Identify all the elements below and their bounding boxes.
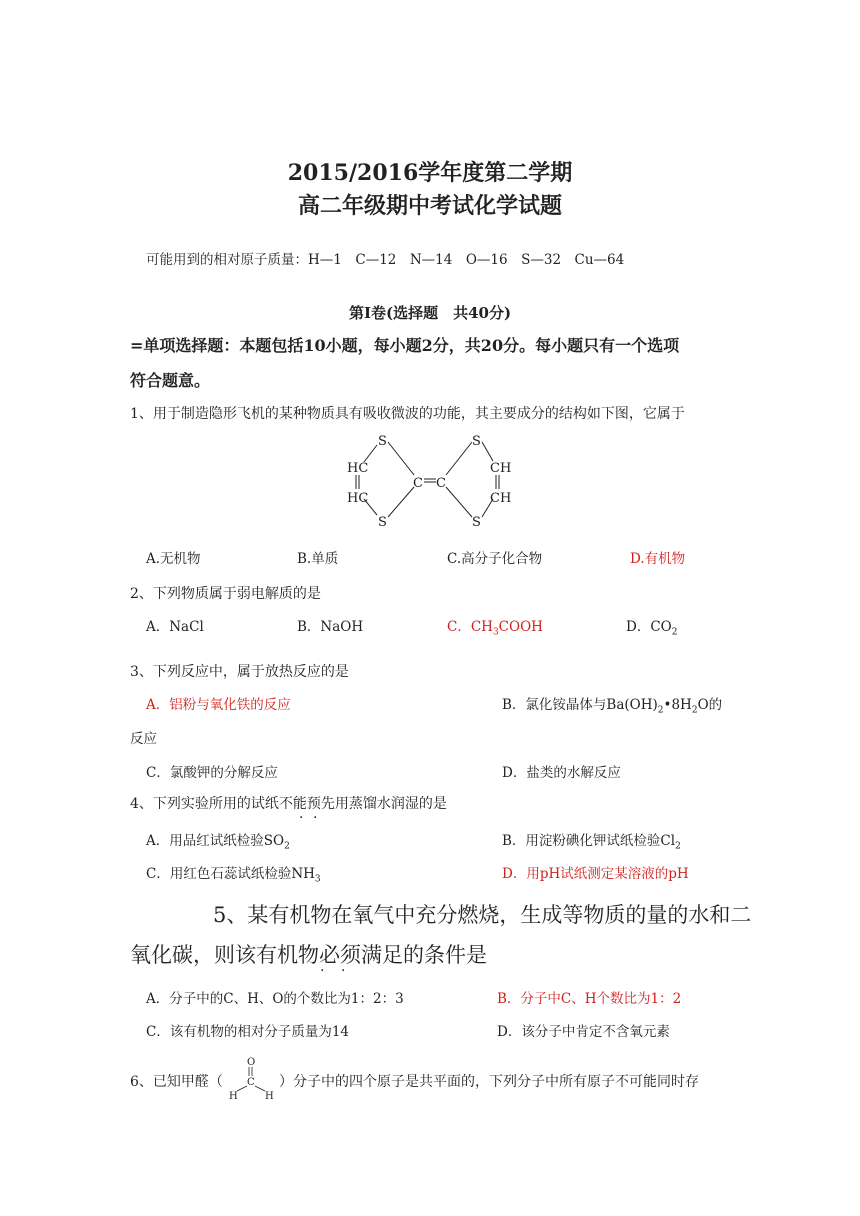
emphasis-dot: · xyxy=(341,963,346,979)
svg-text:C: C xyxy=(413,476,423,491)
svg-text:S: S xyxy=(472,434,481,449)
svg-text:C: C xyxy=(436,476,446,491)
q2-option-a: A．NaCl xyxy=(146,619,204,635)
q6-stem-prefix: 6、已知甲醛（ xyxy=(130,1074,223,1090)
atomic-masses: 可能用到的相对原子质量：H—1 C—12 N—14 O—16 S—32 Cu—64 xyxy=(146,252,625,268)
q4-option-b: B．用淀粉碘化钾试纸检验$Cl_2$ xyxy=(502,833,681,852)
q1-option-c: C.高分子化合物 xyxy=(447,551,543,567)
q1-option-b: B.单质 xyxy=(297,551,339,567)
q4-stem: 4、下列实验所用的试纸不能预先用蒸馏水润湿的是 xyxy=(130,796,447,812)
q1-option-a: A.无机物 xyxy=(146,551,201,567)
q3-option-a-answer: A．铝粉与氧化铁的反应 xyxy=(146,697,291,713)
svg-text:CH: CH xyxy=(490,491,512,506)
svg-text:S: S xyxy=(378,515,387,530)
q5-option-d: D．该分子中肯定不含氧元素 xyxy=(497,1024,670,1040)
q2-stem: 2、下列物质属于弱电解质的是 xyxy=(130,586,321,602)
q2-option-d: D．$CO_2$ xyxy=(626,619,678,638)
q4-option-d-answer: D．用pH试纸测定某溶液的pH xyxy=(502,866,689,882)
q3-stem: 3、下列反应中，属于放热反应的是 xyxy=(130,664,349,680)
q6-stem-suffix: ）分子中的四个原子是共平面的，下列分子中所有原子不可能同时存 xyxy=(279,1074,699,1090)
svg-text:HC: HC xyxy=(347,491,369,506)
q2-option-c-answer: C．$CH_3COOH$ xyxy=(447,619,543,638)
q5-stem-line2: 氧化碳，则该有机物必须满足的条件是 xyxy=(130,943,487,967)
svg-text:HC: HC xyxy=(347,461,369,476)
section-instructions-line2: 符合题意。 xyxy=(130,371,211,390)
q3-option-c: C．氯酸钾的分解反应 xyxy=(146,765,278,781)
q5-option-b-answer: B．分子中C、H个数比为1：2 xyxy=(497,991,682,1007)
section-instructions-line1: =单项选择题：本题包括10小题，每小题2分，共20分。每小题只有一个选项 xyxy=(130,336,680,355)
q3-option-d: D．盐类的水解反应 xyxy=(502,765,621,781)
q1-structure-diagram xyxy=(330,425,530,535)
q3-option-b-wrap: 反应 xyxy=(130,731,157,747)
svg-text:CH: CH xyxy=(490,461,512,476)
svg-text:O: O xyxy=(247,1057,256,1068)
svg-text:C: C xyxy=(247,1077,255,1088)
emphasis-dot: · xyxy=(313,810,318,826)
q4-option-a: A．用品红试纸检验$SO_2$ xyxy=(146,833,290,852)
svg-text:S: S xyxy=(378,434,387,449)
exam-title-line2: 高二年级期中考试化学试题 xyxy=(297,193,562,219)
q1-stem: 1、用于制造隐形飞机的某种物质具有吸收微波的功能，其主要成分的结构如下图，它属于 xyxy=(130,406,685,422)
svg-text:H: H xyxy=(265,1091,274,1102)
q3-option-b: B．氯化铵晶体与$Ba(OH)_2•8H_2O$的 xyxy=(502,697,723,716)
q2-option-b: B．NaOH xyxy=(297,619,364,635)
formaldehyde-structure xyxy=(225,1054,277,1102)
svg-text:S: S xyxy=(472,515,481,530)
emphasis-dot: · xyxy=(320,963,325,979)
svg-text:H: H xyxy=(229,1091,238,1102)
q5-option-c: C．该有机物的相对分子质量为14 xyxy=(146,1024,350,1040)
q4-option-c: C．用红色石蕊试纸检验$NH_3$ xyxy=(146,866,321,885)
q5-stem-line1: 5、某有机物在氧气中充分燃烧，生成等物质的量的水和二 xyxy=(213,903,752,927)
q5-option-a: A．分子中的C、H、O的个数比为1：2：3 xyxy=(146,991,404,1007)
emphasis-dot: · xyxy=(299,810,304,826)
section-heading: 第Ⅰ卷(选择题 共40分) xyxy=(348,304,512,322)
q1-option-d-answer: D.有机物 xyxy=(630,551,686,567)
exam-title-line1: 2015/2016学年度第二学期 xyxy=(287,160,573,186)
